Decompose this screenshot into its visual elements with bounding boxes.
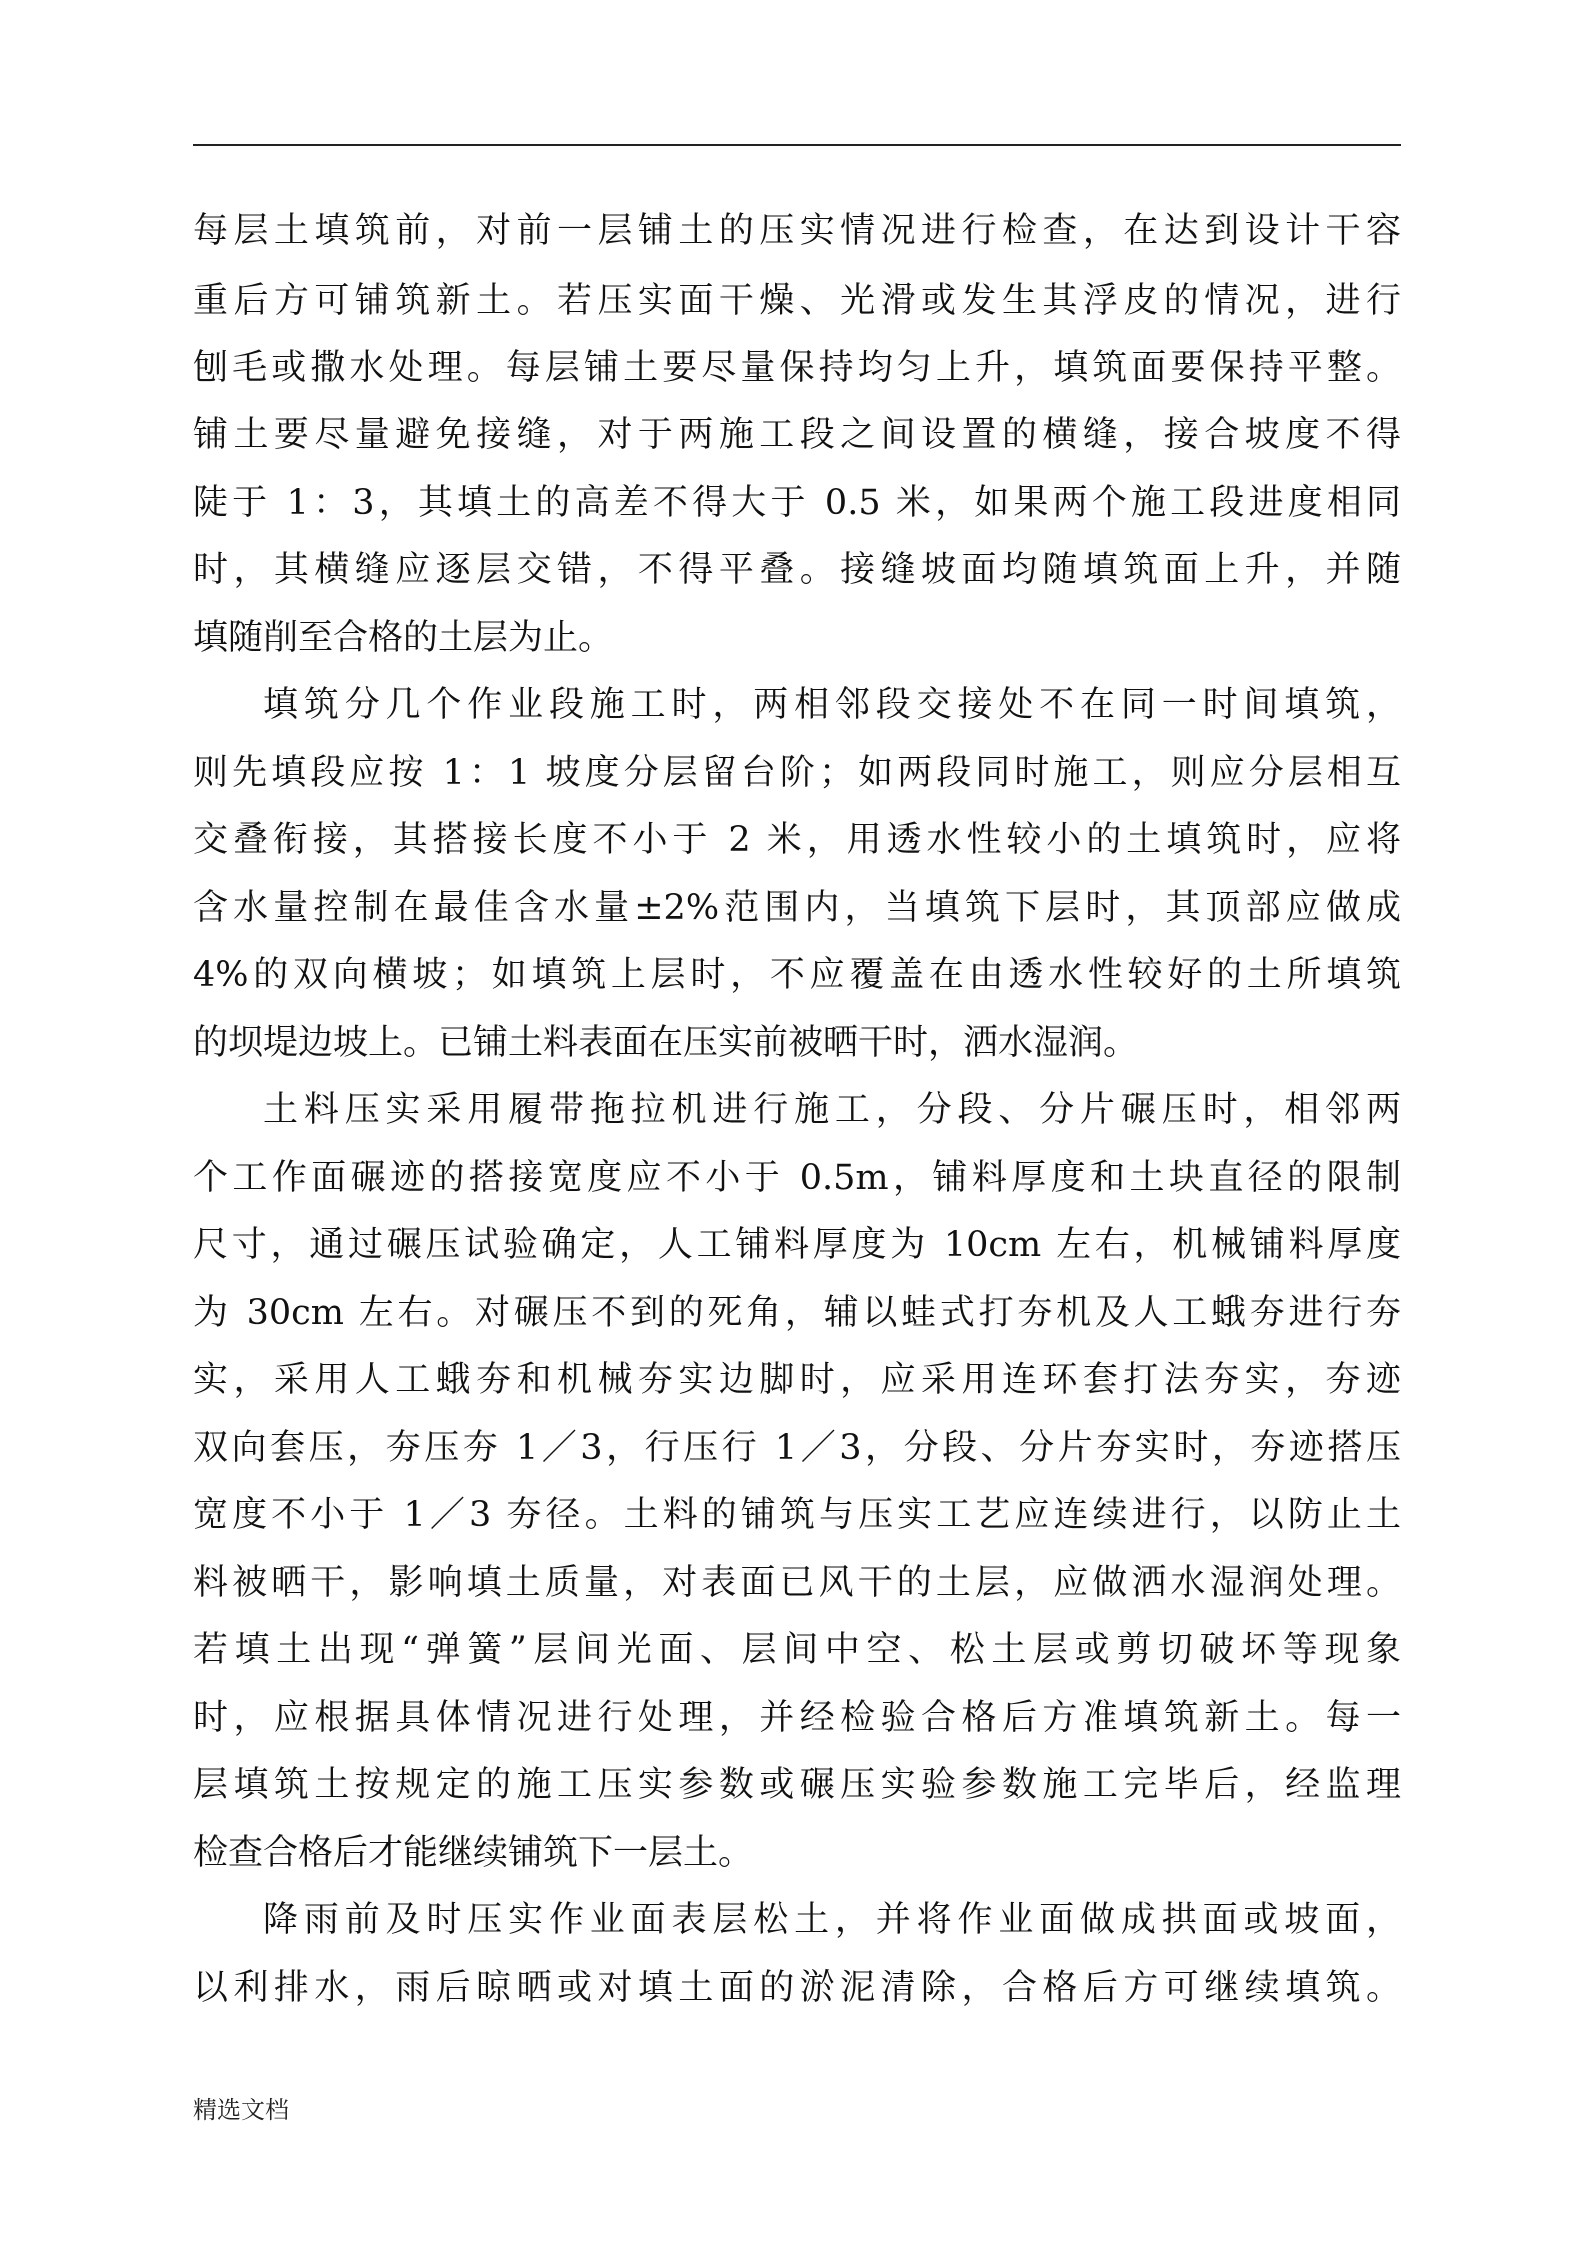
text-line: 填筑分几个作业段施工时，两相邻段交接处不在同一时间填筑， [263, 685, 1401, 725]
text-line: 层填筑土按规定的施工压实参数或碾压实验参数施工完毕后，经监理 [193, 1765, 1401, 1805]
text-line: 以利排水，雨后晾晒或对填土面的淤泥清除，合格后方可继续填筑。 [193, 1968, 1401, 2008]
header-rule [193, 144, 1401, 146]
page-footer: 精选文档 [193, 2096, 289, 2124]
text-line: 的坝堤边坡上。已铺土料表面在压实前被晒干时，洒水湿润。 [193, 1023, 1139, 1063]
text-line: 土料压实采用履带拖拉机进行施工，分段、分片碾压时，相邻两 [263, 1090, 1401, 1130]
text-line: 双向套压，夯压夯 1／3，行压行 1／3，分段、分片夯实时，夯迹搭压 [193, 1428, 1401, 1468]
text-line: 则先填段应按 1：1 坡度分层留台阶；如两段同时施工，则应分层相互 [193, 753, 1401, 793]
text-line: 陡于 1：3，其填土的高差不得大于 0.5 米，如果两个施工段进度相同 [193, 483, 1401, 523]
text-line: 若填土出现“弹簧”层间光面、层间中空、松土层或剪切破坏等现象 [193, 1630, 1401, 1670]
text-line: 刨毛或撒水处理。每层铺土要尽量保持均匀上升，填筑面要保持平整。 [193, 348, 1401, 388]
text-line: 料被晒干，影响填土质量，对表面已风干的土层，应做洒水湿润处理。 [193, 1563, 1401, 1603]
text-line: 为 30cm 左右。对碾压不到的死角，辅以蛙式打夯机及人工蛾夯进行夯 [193, 1293, 1401, 1333]
text-line: 宽度不小于 1／3 夯径。土料的铺筑与压实工艺应连续进行，以防止土 [193, 1495, 1401, 1535]
text-line: 个工作面碾迹的搭接宽度应不小于 0.5m，铺料厚度和土块直径的限制 [193, 1158, 1401, 1198]
text-line: 填随削至合格的土层为止。 [193, 618, 614, 658]
text-line: 检查合格后才能继续铺筑下一层土。 [193, 1833, 754, 1873]
text-line: 每层土填筑前，对前一层铺土的压实情况进行检查，在达到设计干容 [193, 211, 1401, 251]
text-line: 含水量控制在最佳含水量±2%范围内，当填筑下层时，其顶部应做成 [193, 888, 1401, 928]
text-line: 重后方可铺筑新土。若压实面干燥、光滑或发生其浮皮的情况，进行 [193, 281, 1401, 321]
text-line: 尺寸，通过碾压试验确定，人工铺料厚度为 10cm 左右，机械铺料厚度 [193, 1225, 1401, 1265]
text-line: 时，其横缝应逐层交错，不得平叠。接缝坡面均随填筑面上升，并随 [193, 550, 1401, 590]
text-line: 降雨前及时压实作业面表层松土，并将作业面做成拱面或坡面， [263, 1900, 1401, 1940]
text-line: 铺土要尽量避免接缝，对于两施工段之间设置的横缝，接合坡度不得 [193, 415, 1401, 455]
text-line: 实，采用人工蛾夯和机械夯实边脚时，应采用连环套打法夯实，夯迹 [193, 1360, 1401, 1400]
text-line: 时，应根据具体情况进行处理，并经检验合格后方准填筑新土。每一 [193, 1698, 1401, 1738]
text-line: 交叠衔接，其搭接长度不小于 2 米，用透水性较小的土填筑时，应将 [193, 820, 1401, 860]
text-line: 4%的双向横坡；如填筑上层时，不应覆盖在由透水性较好的土所填筑 [193, 955, 1401, 995]
